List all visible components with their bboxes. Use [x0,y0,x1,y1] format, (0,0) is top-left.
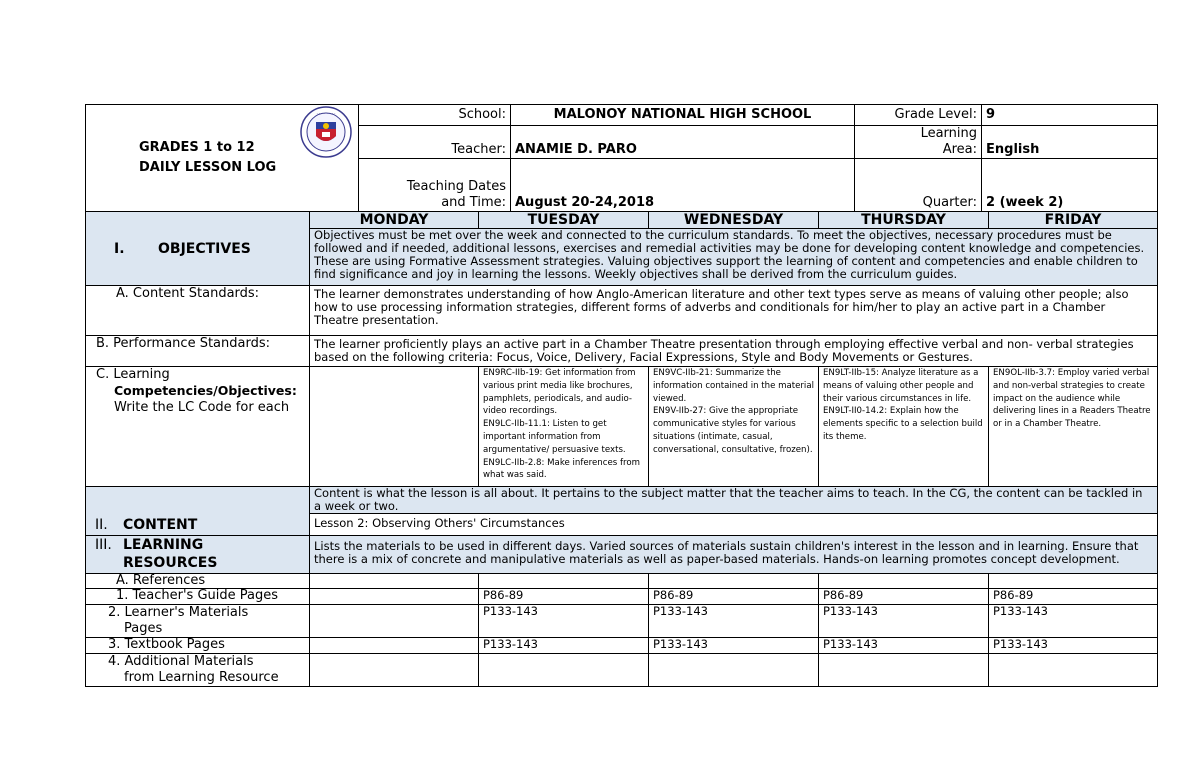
additional-materials-label-line1: 4. Additional Materials [108,654,254,669]
competencies-label-line1: C. Learning [96,367,170,382]
teaching-dates-label [359,159,511,212]
learners-materials-thursday: P133-143 [819,605,989,638]
resources-heading [86,536,310,574]
learners-materials-monday [310,605,479,638]
additional-materials-tuesday [479,654,649,687]
day-friday: FRIDAY [989,212,1158,229]
content-title: CONTENT [123,517,198,533]
teacher-value: ANAMIE D. PARO [511,126,855,159]
objectives-title: OBJECTIVES [158,240,251,257]
resources-title-line2: RESOURCES [123,555,218,571]
content-number: II. [95,517,108,533]
additional-materials-thursday [819,654,989,687]
content-description: Content is what the lesson is all about. It pertains to the subject matter that the teacher aims to teach. In the CG, the content can be tackled in a week or two. [310,487,1158,514]
daily-lesson-log [85,104,1157,687]
school-label: School: [359,105,511,126]
day-monday: MONDAY [310,212,479,229]
log-title-line1: GRADES 1 to 12 [139,140,255,155]
additional-materials-monday [310,654,479,687]
teachers-guide-label: 1. Teacher's Guide Pages [86,589,310,605]
references-monday [310,574,479,589]
content-standards-label: A. Content Standards: [86,286,310,336]
header-table [85,104,1158,212]
content-heading [86,487,310,536]
teacher-label: Teacher: [359,126,511,159]
content-lesson: Lesson 2: Observing Others' Circumstances [310,514,1158,536]
learners-materials-wednesday: P133-143 [649,605,819,638]
teachers-guide-monday [310,589,479,605]
textbook-pages-thursday: P133-143 [819,638,989,654]
competency-monday [310,367,479,487]
log-title [86,105,359,212]
teaching-dates-label-line1: Teaching Dates [406,179,506,194]
svg-text:· · · · · · · ·: · · · · · · · · [316,111,336,116]
references-friday [989,574,1158,589]
objectives-heading [86,212,310,286]
log-title-line2: DAILY LESSON LOG [139,160,277,175]
teachers-guide-tuesday: P86-89 [479,589,649,605]
additional-materials-wednesday [649,654,819,687]
competencies-label-line3: Write the LC Code for each [114,400,290,415]
objectives-number: I. [114,240,125,257]
resources-title-line1: LEARNING [123,537,204,553]
quarter-value: 2 (week 2) [982,159,1158,212]
textbook-pages-monday [310,638,479,654]
textbook-pages-wednesday: P133-143 [649,638,819,654]
content-standards-text: The learner demonstrates understanding of how Anglo-American literature and other text types serve as means of valuing other people; also how to use processing information strategies, different forms of adverbs and conditionals for him/her to play an active part in a Chamber Theatre presentation. [310,286,1158,336]
textbook-pages-friday: P133-143 [989,638,1158,654]
grade-level-value: 9 [982,105,1158,126]
learners-materials-label-line2: Pages [124,621,163,636]
objectives-description: Objectives must be met over the week and connected to the curriculum standards. To meet the objectives, necessary procedures must be followed and if needed, additional lessons, exercises and remedial activities may be done for developing content knowledge and competencies. These are using Formative Assessment strategies. Valuing objectives support the learning of content and competencies and enable children to find significance and joy in learning the lessons. Weekly objectives shall be derived from the curriculum guides. [310,229,1158,286]
teaching-dates-label-line2: and Time: [441,195,506,210]
references-wednesday [649,574,819,589]
competencies-label [86,367,310,487]
competency-friday: EN9OL-IIb-3.7: Employ varied verbal and non-verbal strategies to create impact on the audience while delivering lines in a Readers Theatre or in a Chamber Theatre. [989,367,1158,487]
learners-materials-label [86,605,310,638]
learners-materials-label-line1: 2. Learner's Materials [108,605,249,620]
learners-materials-tuesday: P133-143 [479,605,649,638]
school-value: MALONOY NATIONAL HIGH SCHOOL [511,105,855,126]
references-tuesday [479,574,649,589]
additional-materials-label [86,654,310,687]
additional-materials-friday [989,654,1158,687]
textbook-pages-label: 3. Textbook Pages [86,638,310,654]
performance-standards-text: The learner proficiently plays an active part in a Chamber Theatre presentation through employing effective verbal and non- verbal strategies based on the following criteria: Focus, Voice, Delivery, Facial Expressions, Style and Body Movements or Gestures. [310,336,1158,367]
quarter-label: Quarter: [855,159,982,212]
competencies-label-line2: Competencies/Objectives: [114,383,297,398]
resources-number: III. [95,537,112,553]
learners-materials-friday: P133-143 [989,605,1158,638]
performance-standards-label: B. Performance Standards: [86,336,310,367]
learning-area-label-line2: Area: [942,142,977,157]
lesson-table [85,211,1158,687]
competency-wednesday: EN9VC-IIb-21: Summarize the information contained in the material viewed. EN9V-IIb-27: Give the appropriate communicative styles for various situations (intimate, casual, conversational, consultative, frozen). [649,367,819,487]
grade-level-label: Grade Level: [855,105,982,126]
references-label: A. References [86,574,310,589]
references-thursday [819,574,989,589]
teaching-dates-value: August 20-24,2018 [511,159,855,212]
resources-description: Lists the materials to be used in different days. Varied sources of materials sustain children's interest in the lesson and in learning. Ensure that there is a mix of concrete and manipulative materials as well as paper-based materials. Hands-on learning promotes concept development. [310,536,1158,574]
teachers-guide-thursday: P86-89 [819,589,989,605]
learning-area-label [855,126,982,159]
day-thursday: THURSDAY [819,212,989,229]
day-wednesday: WEDNESDAY [649,212,819,229]
learning-area-value: English [982,126,1158,159]
additional-materials-label-line2: from Learning Resource [124,670,279,685]
competency-tuesday: EN9RC-IIb-19: Get information from various print media like brochures, pamphlets, periodicals, and audio-video recordings. EN9LC-IIb-11.1: Listen to get important information from argumentative/ persuasive texts. EN9LC-IIb-2.8: Make inferences from what was said. [479,367,649,487]
competency-thursday: EN9LT-IIb-15: Analyze literature as a means of valuing other people and their various circumstances in life. EN9LT-II0-14.2: Explain how the elements specific to a selection build its theme. [819,367,989,487]
teachers-guide-friday: P86-89 [989,589,1158,605]
teachers-guide-wednesday: P86-89 [649,589,819,605]
day-tuesday: TUESDAY [479,212,649,229]
learning-area-label-line1: Learning [920,126,977,141]
textbook-pages-tuesday: P133-143 [479,638,649,654]
